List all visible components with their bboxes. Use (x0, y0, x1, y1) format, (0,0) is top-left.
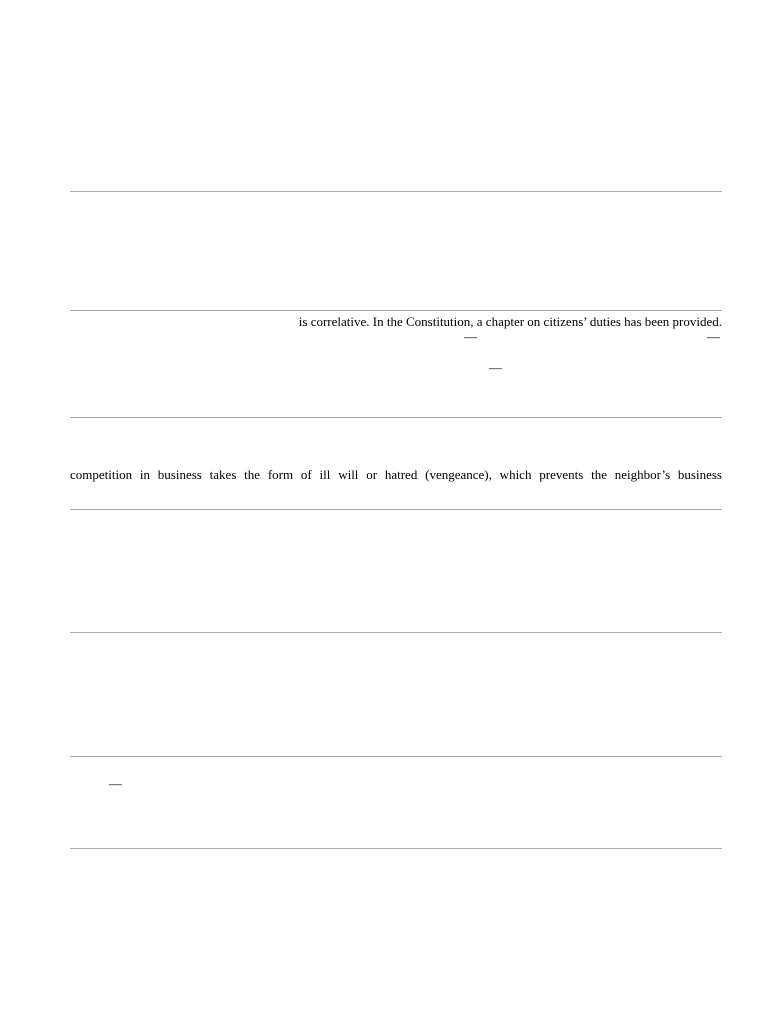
row-divider-7 (70, 848, 722, 849)
em-dash: — (489, 360, 502, 375)
em-dash: — (464, 329, 477, 344)
row-divider-2 (70, 310, 722, 311)
em-dash: — (707, 329, 720, 344)
row-divider-4 (70, 509, 722, 510)
row-divider-1 (70, 191, 722, 192)
text-line-correlative: is correlative. In the Constitution, a chapter on citizens’ duties has been provided. (298, 314, 722, 329)
em-dash: — (109, 776, 122, 791)
row-divider-6 (70, 756, 722, 757)
row-divider-5 (70, 632, 722, 633)
row-divider-3 (70, 417, 722, 418)
text-line-competition: competition in business takes the form of ill will or hatred (vengeance), which prevents the neighbor’s business (70, 467, 722, 482)
